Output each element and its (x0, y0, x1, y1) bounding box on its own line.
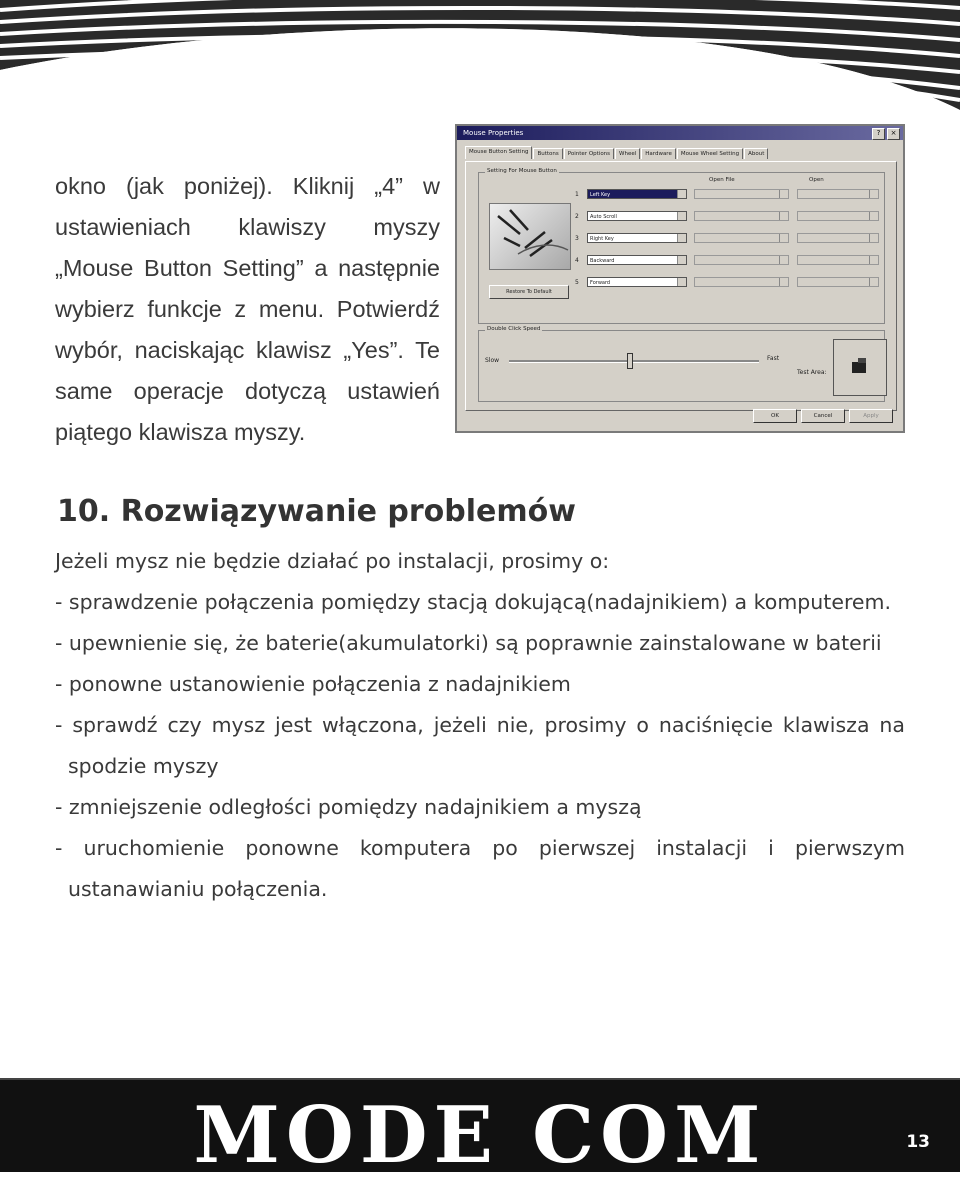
column-open-file: Open File (709, 177, 735, 183)
folder-icon (834, 340, 886, 395)
test-area-label: Test Area: (797, 369, 827, 376)
section-heading: 10. Rozwiązywanie problemów (57, 494, 576, 529)
tab-buttons: Buttons (533, 148, 562, 159)
dialog-buttons (753, 409, 893, 423)
group-label: Setting For Mouse Button (487, 168, 557, 174)
column-open: Open (809, 177, 824, 183)
ok-button: OK (753, 409, 797, 423)
dropdown-value: Left Key (590, 192, 611, 198)
mouse-icon (489, 203, 571, 270)
cancel-button: Cancel (801, 409, 845, 423)
open-file-field (694, 255, 789, 265)
button-setting-group (478, 168, 885, 324)
intro-paragraph: okno (jak poniżej). Kliknij „4” w ustawieniach klawiszy myszy „Mouse Button Setting” a następnie wybierz funkcje z menu. Potwierdź wybór, naciskając klawisz „Yes”. Te same operacje dotyczą ustawień piątego klawisza myszy. (55, 173, 440, 445)
dropdown-value: Right Key (590, 236, 614, 242)
speed-slider-track (509, 360, 759, 363)
double-click-speed-group (478, 326, 885, 402)
dialog-title-bar (457, 126, 903, 140)
open-field (797, 255, 879, 265)
button-5-dropdown (587, 277, 687, 287)
fast-label: Fast (767, 355, 780, 362)
mouse-properties-dialog-image (455, 124, 905, 433)
open-field (797, 277, 879, 287)
apply-button: Apply (849, 409, 893, 423)
list-lead: Jeżeli mysz nie będzie działać po instalacji, prosimy o: (55, 549, 610, 573)
list-item: - upewnienie się, że baterie(akumulatorki) są poprawnie zainstalowane w baterii (55, 631, 882, 655)
list-item: - uruchomienie ponowne komputera po pierwszej instalacji i pierwszym ustanawianiu połączenia. (55, 836, 905, 901)
troubleshooting-list (55, 541, 905, 910)
row-number: 4 (575, 257, 579, 264)
footer-bar (0, 1078, 960, 1181)
dropdown-value: Forward (590, 280, 611, 286)
tab-wheel: Wheel (615, 148, 640, 159)
list-item: - ponowne ustanowienie połączenia z nadajnikiem (55, 672, 571, 696)
dropdown-value: Auto Scroll (590, 214, 617, 220)
tab-mouse-wheel-setting: Mouse Wheel Setting (677, 148, 743, 159)
open-file-field (694, 277, 789, 287)
dialog-tabs (457, 140, 903, 159)
group-label: Double Click Speed (487, 326, 541, 332)
row-number: 1 (575, 191, 579, 198)
open-file-field (694, 233, 789, 243)
page-number: 13 (906, 1132, 930, 1152)
dropdown-value: Backward (590, 258, 615, 264)
open-field (797, 211, 879, 221)
button-1-dropdown (587, 189, 687, 199)
button-3-dropdown (587, 233, 687, 243)
header-stripes-decoration (0, 0, 960, 110)
open-file-field (694, 189, 789, 199)
list-item: - sprawdzenie połączenia pomiędzy stacją dokującą(nadajnikiem) a komputerem. (55, 590, 892, 614)
tab-about: About (744, 148, 768, 159)
button-4-dropdown (587, 255, 687, 265)
restore-default-button: Restore To Default (489, 285, 569, 299)
dialog-title: Mouse Properties (463, 129, 524, 137)
list-item: - sprawdź czy mysz jest włączona, jeżeli nie, prosimy o naciśnięcie klawisza na spodzie myszy (55, 713, 905, 778)
open-field (797, 189, 879, 199)
tab-mouse-button-setting: Mouse Button Setting (465, 146, 532, 159)
row-number: 5 (575, 279, 579, 286)
button-2-dropdown (587, 211, 687, 221)
test-area (833, 339, 887, 396)
open-file-field (694, 211, 789, 221)
row-number: 2 (575, 213, 579, 220)
close-icon: × (887, 128, 900, 140)
tab-hardware: Hardware (641, 148, 676, 159)
row-number: 3 (575, 235, 579, 242)
speed-slider-thumb (627, 353, 633, 369)
tab-pointer-options: Pointer Options (564, 148, 614, 159)
help-icon: ? (872, 128, 885, 140)
dialog-panel (465, 161, 897, 411)
slow-label: Slow (485, 357, 500, 364)
open-field (797, 233, 879, 243)
list-item: - zmniejszenie odległości pomiędzy nadajnikiem a myszą (55, 795, 642, 819)
brand-logo: MODE COM (193, 1090, 767, 1181)
